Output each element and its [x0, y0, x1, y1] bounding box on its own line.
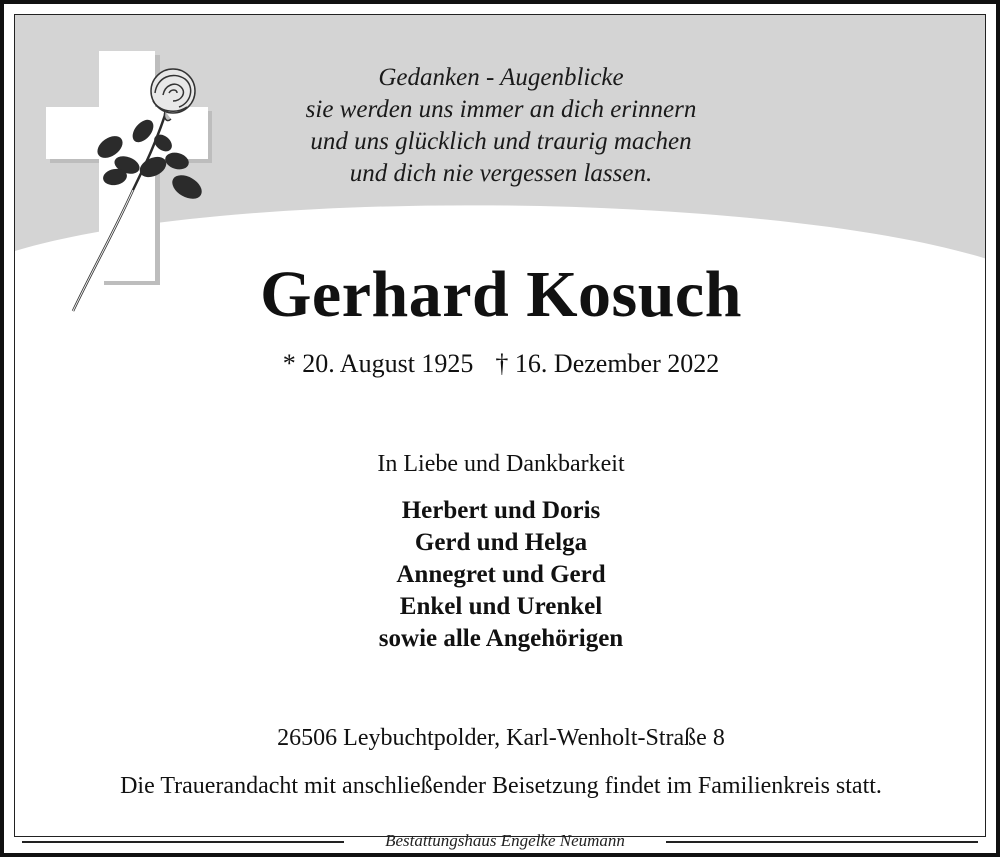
footer — [4, 830, 996, 854]
poem-line: und uns glücklich und traurig machen — [310, 128, 692, 155]
life-dates — [15, 348, 986, 380]
footer-rule-right — [666, 841, 978, 843]
poem-line: Gedanken - Augenblicke — [378, 64, 624, 91]
death-date: † 16. Dezember 2022 — [495, 349, 720, 378]
birth-date: * 20. August 1925 — [282, 349, 474, 378]
service-note: Die Trauerandacht mit anschließender Beisetzung findet im Familienkreis statt. — [120, 773, 882, 799]
poem — [15, 62, 986, 190]
mourners-list — [15, 495, 986, 655]
undertaker-name: Bestattungshaus Engelke Neumann — [385, 831, 625, 850]
mourner-entry: Annegret und Gerd — [396, 561, 606, 588]
family-address: 26506 Leybuchtpolder, Karl-Wenholt-Straße 8 — [277, 725, 725, 751]
mourner-entry: Gerd und Helga — [414, 529, 588, 556]
poem-line: und dich nie vergessen lassen. — [349, 160, 653, 187]
inner-frame — [14, 14, 986, 837]
deceased-name: Gerhard Kosuch — [260, 258, 742, 331]
mourner-entry: sowie alle Angehörigen — [378, 625, 624, 652]
mourner-entry: Herbert und Doris — [401, 497, 601, 524]
footer-rule-left — [22, 841, 344, 843]
tribute-line: In Liebe und Dankbarkeit — [377, 451, 625, 477]
mourner-entry: Enkel und Urenkel — [399, 593, 603, 620]
poem-line: sie werden uns immer an dich erinnern — [305, 96, 697, 123]
